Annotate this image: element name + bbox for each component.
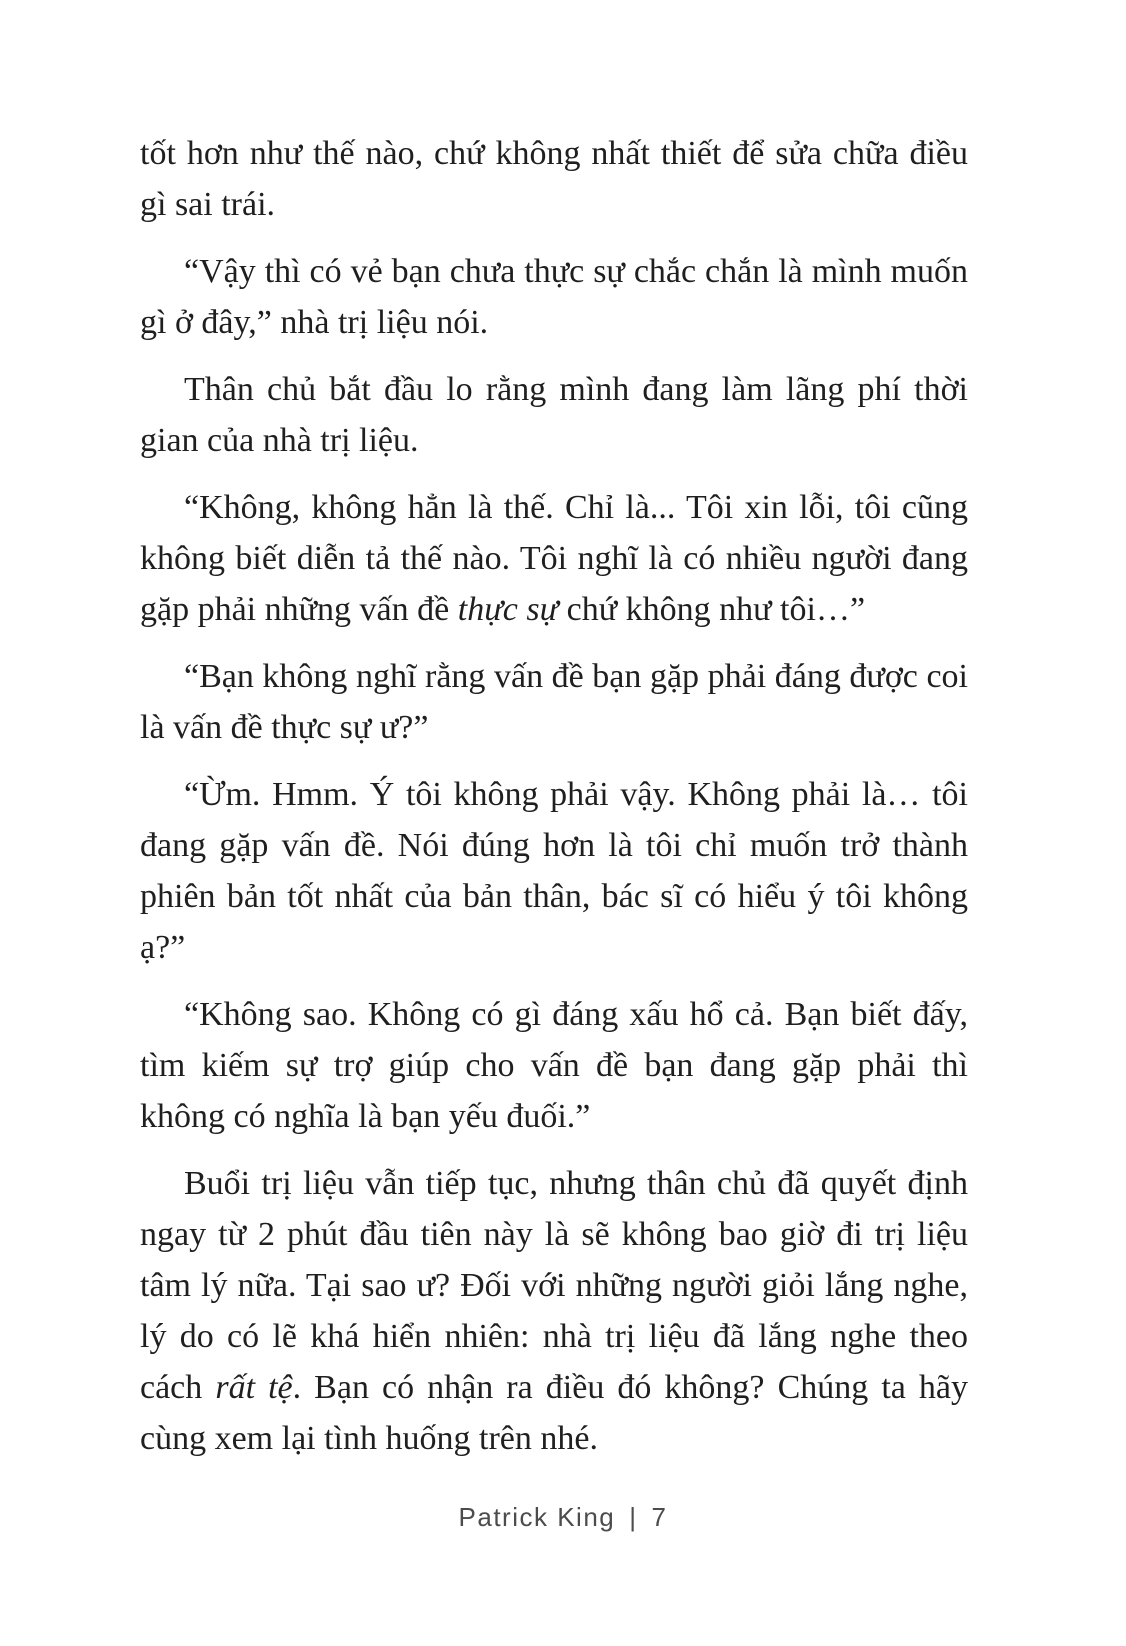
text-segment: “Không, không hẳn là thế. Chỉ là... Tôi xin lỗi, tôi cũng không biết diễn tả thế nào. Tôi nghĩ là có nhiều người đang gặp phải những vấn đề [140,489,968,628]
text-segment: Thân chủ bắt đầu lo rằng mình đang làm lãng phí thời gian của nhà trị liệu. [140,371,968,459]
text-segment: “Ừm. Hmm. Ý tôi không phải vậy. Không phải là… tôi đang gặp vấn đề. Nói đúng hơn là tôi chỉ muốn trở thành phiên bản tốt nhất của bản thân, bác sĩ có hiểu ý tôi không ạ?” [140,776,968,966]
paragraph [140,651,968,753]
paragraph [140,246,968,348]
paragraph [140,769,968,973]
text-segment: chứ không như tôi…” [558,591,866,628]
text-segment: “Vậy thì có vẻ bạn chưa thực sự chắc chắn là mình muốn gì ở đây,” nhà trị liệu nói. [140,253,968,341]
text-segment: Buổi trị liệu vẫn tiếp tục, nhưng thân chủ đã quyết định ngay từ 2 phút đầu tiên này là sẽ không bao giờ đi trị liệu tâm lý nữa. Tại sao ư? Đối với những người giỏi lắng nghe, lý do có lẽ khá hiển nhiên: nhà trị liệu đã lắng nghe theo cách [140,1165,968,1406]
body-text [140,128,968,1480]
footer-separator: | [629,1502,638,1532]
paragraph [140,128,968,230]
page-footer [0,1502,1126,1533]
paragraph [140,482,968,635]
paragraph [140,364,968,466]
footer-author: Patrick King [458,1502,616,1532]
paragraph [140,989,968,1142]
paragraph [140,1158,968,1464]
text-segment: “Không sao. Không có gì đáng xấu hổ cả. Bạn biết đấy, tìm kiếm sự trợ giúp cho vấn đề bạn đang gặp phải thì không có nghĩa là bạn yếu đuối.” [140,996,968,1135]
emphasized-text: rất tệ [215,1369,293,1406]
text-segment: tốt hơn như thế nào, chứ không nhất thiết để sửa chữa điều gì sai trái. [140,135,968,223]
text-segment: . Bạn có nhận ra điều đó không? Chúng ta hãy cùng xem lại tình huống trên nhé. [140,1369,969,1457]
footer-page-number: 7 [651,1502,668,1532]
emphasized-text: thực sự [457,591,559,628]
text-segment: “Bạn không nghĩ rằng vấn đề bạn gặp phải đáng được coi là vấn đề thực sự ư?” [140,658,968,746]
